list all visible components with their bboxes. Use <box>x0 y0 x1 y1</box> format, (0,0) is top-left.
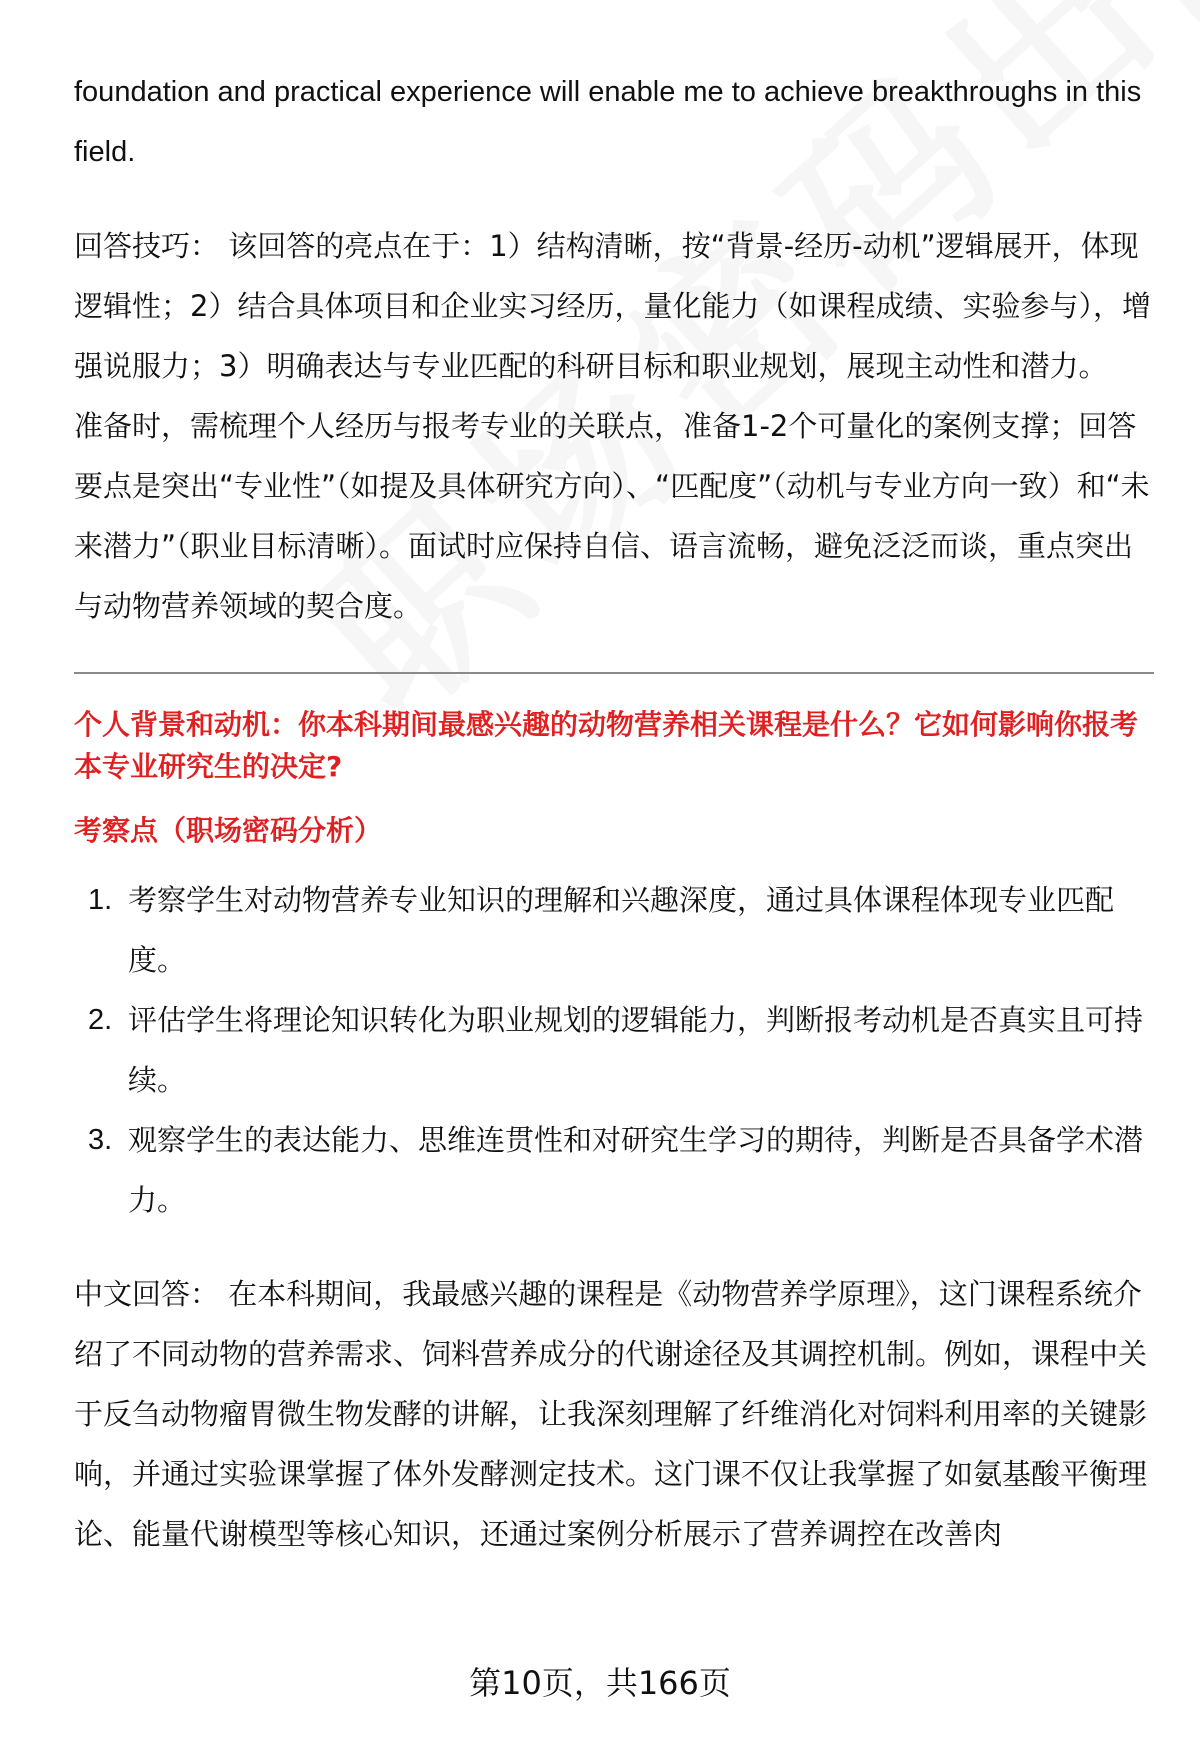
answer-tips-paragraph: 回答技巧： 该回答的亮点在于：1）结构清晰，按“背景-经历-动机”逻辑展开，体现逻辑性；2）结合具体项目和企业实习经历，量化能力（如课程成绩、实验参与），增强说服力；3）明确表达与专业匹配的科研目标和职业规划，展现主动性和潜力。 <box>74 229 1151 383</box>
focus-points-heading: 考察点（职场密码分析） <box>74 814 383 847</box>
focus-points-list <box>74 870 1154 1230</box>
list-item <box>74 870 1154 990</box>
preparation-paragraph: 准备时，需梳理个人经历与报考专业的关联点，准备1-2个可量化的案例支撑；回答要点是突出“专业性”（如提及具体研究方向）、“匹配度”（动机与专业方向一致）和“未来潜力”（职业目标清晰）。面试时应保持自信、语言流畅，避免泛泛而谈，重点突出与动物营养领域的契合度。 <box>74 409 1150 623</box>
chinese-answer-paragraph: 中文回答： 在本科期间，我最感兴趣的课程是《动物营养学原理》，这门课程系统介绍了不同动物的营养需求、饲料营养成分的代谢途径及其调控机制。例如，课程中关于反刍动物瘤胃微生物发酵的讲解，让我深刻理解了纤维消化对饲料利用率的关键影响，并通过实验课掌握了体外发酵测定技术。这门课不仅让我掌握了如氨基酸平衡理论、能量代谢模型等核心知识，还通过案例分析展示了营养调控在改善肉 <box>74 1277 1148 1551</box>
list-item-text: 观察学生的表达能力、思维连贯性和对研究生学习的期待，判断是否具备学术潜力。 <box>128 1123 1144 1217</box>
list-item <box>74 990 1154 1110</box>
page-content <box>74 62 1154 1564</box>
page-number-footer: 第10页，共166页 <box>469 1664 731 1702</box>
list-item <box>74 1110 1154 1230</box>
list-number: 3. <box>88 1124 113 1156</box>
list-item-text: 评估学生将理论知识转化为职业规划的逻辑能力，判断报考动机是否真实且可持续。 <box>128 1003 1144 1097</box>
list-number: 2. <box>88 1004 113 1036</box>
section-divider <box>74 672 1154 674</box>
english-answer-ending: foundation and practical experience will enable me to achieve breakthroughs in this field. <box>74 76 1142 168</box>
question-heading: 个人背景和动机：你本科期间最感兴趣的动物营养相关课程是什么？它如何影响你报考本专业研究生的决定? <box>74 708 1139 783</box>
list-number: 1. <box>88 884 113 916</box>
list-item-text: 考察学生对动物营养专业知识的理解和兴趣深度，通过具体课程体现专业匹配度。 <box>128 883 1115 977</box>
